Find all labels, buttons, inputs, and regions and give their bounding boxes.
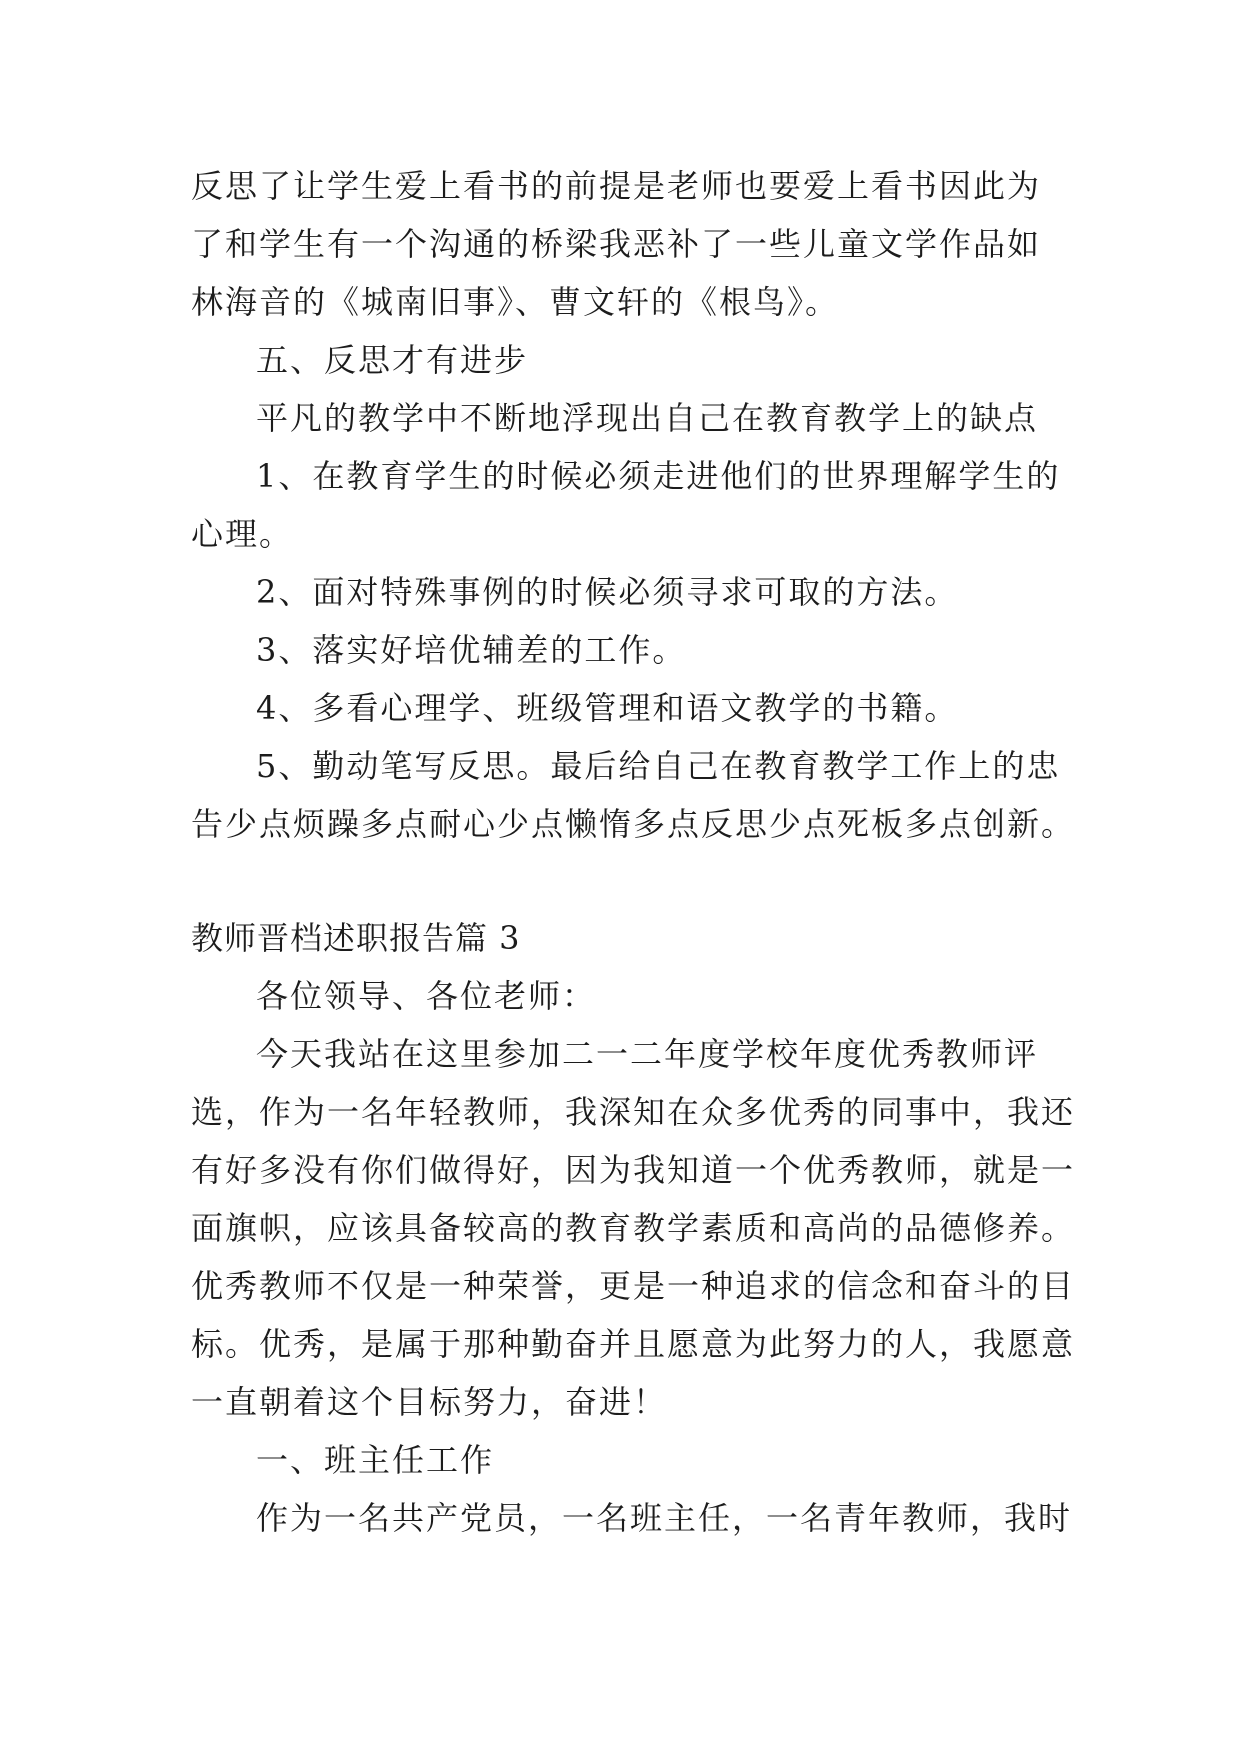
- greeting: 各位领导、各位老师：: [256, 977, 597, 1015]
- list-item-line: 5、勤动笔写反思。最后给自己在教育教学工作上的忠: [256, 747, 1061, 785]
- list-item-line: 心理。: [191, 515, 294, 553]
- list-item: 3、落实好培优辅差的工作。: [256, 631, 687, 669]
- list-item: 4、多看心理学、班级管理和语文教学的书籍。: [256, 689, 959, 727]
- paragraph-line: 面旗帜，应该具备较高的教育教学素质和高尚的品德修养。: [191, 1209, 1076, 1247]
- paragraph-line: 今天我站在这里参加二一二年度学校年度优秀教师评: [256, 1035, 1039, 1073]
- paragraph-line: 了和学生有一个沟通的桥梁我恶补了一些儿童文学作品如: [191, 225, 1042, 263]
- paragraph-line: 有好多没有你们做得好，因为我知道一个优秀教师，就是一: [191, 1151, 1076, 1189]
- paragraph-line: 反思了让学生爱上看书的前提是老师也要爱上看书因此为: [191, 167, 1042, 205]
- paragraph-line: 作为一名共产党员，一名班主任，一名青年教师，我时: [256, 1499, 1073, 1537]
- paragraph-line: 林海音的《城南旧事》、曹文轩的《根鸟》。: [191, 283, 840, 321]
- paragraph-line: 优秀教师不仅是一种荣誉，更是一种追求的信念和奋斗的目: [191, 1267, 1076, 1305]
- section-heading: 一、班主任工作: [256, 1441, 495, 1479]
- paragraph-line: 选，作为一名年轻教师，我深知在众多优秀的同事中，我还: [191, 1093, 1076, 1131]
- paragraph-line: 一直朝着这个目标努力，奋进！: [191, 1383, 668, 1421]
- paragraph-line: 标。优秀，是属于那种勤奋并且愿意为此努力的人，我愿意: [191, 1325, 1076, 1363]
- list-item-line: 告少点烦躁多点耐心少点懒惰多点反思少点死板多点创新。: [191, 805, 1076, 843]
- list-item: 2、面对特殊事例的时候必须寻求可取的方法。: [256, 573, 959, 611]
- paragraph-line: 平凡的教学中不断地浮现出自己在教育教学上的缺点: [256, 399, 1039, 437]
- document-title: 教师晋档述职报告篇 3: [191, 919, 521, 957]
- list-item-line: 1、在教育学生的时候必须走进他们的世界理解学生的: [256, 457, 1061, 495]
- section-heading: 五、反思才有进步: [256, 341, 529, 379]
